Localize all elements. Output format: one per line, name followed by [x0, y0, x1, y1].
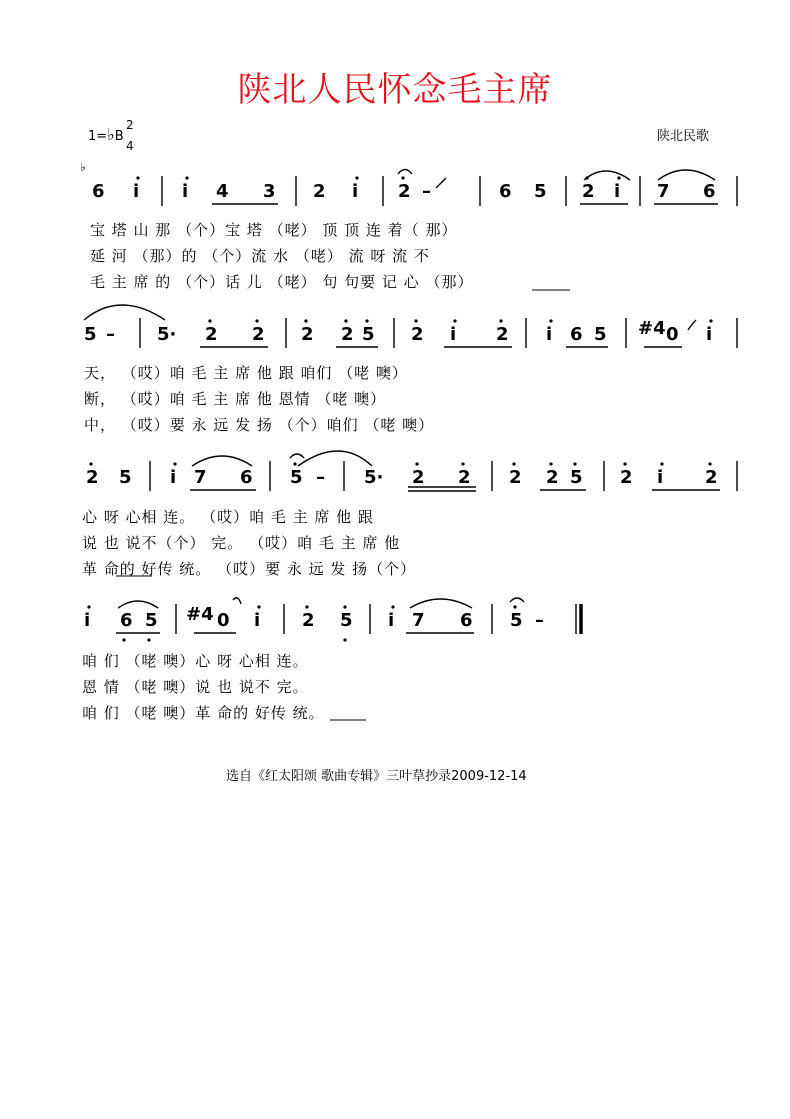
- note: 6: [240, 467, 253, 488]
- note: 2: [458, 467, 471, 488]
- note: i: [546, 324, 553, 345]
- source-footer: 选自《红太阳颂 歌曲专辑》三叶草抄录2009-12-14: [226, 769, 527, 784]
- song-title: 陕北人民怀念毛主席: [237, 70, 553, 110]
- note: #4: [186, 604, 214, 625]
- lyric-line: 咱 们 （咾 噢）心 呀 心相 连。: [82, 652, 309, 670]
- note: 0: [666, 324, 679, 345]
- note: 2: [496, 324, 509, 345]
- note: 5: [145, 610, 158, 631]
- note: 2: [411, 324, 424, 345]
- note: 6: [703, 181, 716, 202]
- note: 6: [570, 324, 583, 345]
- note: 5: [534, 181, 547, 202]
- note: 0: [217, 610, 230, 631]
- note: –: [535, 610, 544, 631]
- lyric-line: 天， （哎）咱 毛 主 席 他 跟 咱们 （咾 噢）: [84, 364, 408, 382]
- flat-mark: ♭: [80, 160, 86, 174]
- note: 2: [86, 467, 99, 488]
- note: –: [422, 181, 431, 202]
- lyric-line: 心 呀 心相 连。 （哎）咱 毛 主 席 他 跟: [82, 508, 374, 526]
- lyric-line: 毛 主 席 的 （个）话 儿 （咾） 句 句要 记 心 （那）: [90, 273, 474, 291]
- note: 5: [570, 467, 583, 488]
- note: 5: [340, 610, 353, 631]
- lyric-line: 断， （哎）咱 毛 主 席 他 恩情 （咾 噢）: [84, 390, 387, 408]
- lyric-line: 宝 塔 山 那 （个）宝 塔 （咾） 顶 顶 连 着（ 那）: [90, 221, 458, 239]
- key-flat: ♭: [107, 125, 115, 144]
- note: i: [388, 610, 395, 631]
- key-prefix: 1=: [88, 129, 108, 144]
- note: 5: [362, 324, 375, 345]
- key-name: B: [114, 129, 124, 144]
- lyric-line: 咱 们 （咾 噢）革 命的 好传 统。: [82, 704, 325, 722]
- lyric-line: 说 也 说不（个） 完。 （哎）咱 毛 主 席 他: [82, 534, 401, 552]
- note: 7: [657, 181, 670, 202]
- lyric-line: 延 河 （那）的 （个）流 水 （咾） 流 呀 流 不: [90, 247, 430, 265]
- note: i: [614, 181, 621, 202]
- time-top: 2: [126, 118, 134, 132]
- note: 2: [582, 181, 595, 202]
- note: 2: [546, 467, 559, 488]
- composer: 陕北民歌: [657, 129, 710, 144]
- note: 2: [252, 324, 265, 345]
- lyric-line: 中， （哎）要 永 远 发 扬 （个）咱们 （咾 噢）: [84, 416, 435, 434]
- note: i: [170, 467, 177, 488]
- lyric-line: 革 命的 好传 统。 （哎）要 永 远 发 扬（个）: [82, 560, 417, 578]
- note: 2: [341, 324, 354, 345]
- note: 5: [84, 324, 97, 345]
- note: 5: [290, 467, 303, 488]
- note: i: [182, 181, 189, 202]
- note: –: [316, 467, 325, 488]
- note: i: [133, 181, 140, 202]
- note: 2: [705, 467, 718, 488]
- note: 2: [412, 467, 425, 488]
- note: 2: [301, 324, 314, 345]
- note: 7: [412, 610, 425, 631]
- note: 2: [205, 324, 218, 345]
- note: –: [106, 324, 115, 345]
- note: 7: [194, 467, 207, 488]
- note: i: [450, 324, 457, 345]
- note: 2: [398, 181, 411, 202]
- note: i: [657, 467, 664, 488]
- lyric-line: 恩 情 （咾 噢）说 也 说不 完。: [82, 678, 309, 696]
- note: 5: [119, 467, 132, 488]
- note: 2: [313, 181, 326, 202]
- note: i: [254, 610, 261, 631]
- note: i: [84, 610, 91, 631]
- note: 6: [92, 181, 105, 202]
- time-bottom: 4: [126, 139, 134, 153]
- note: i: [706, 324, 713, 345]
- note: 2: [302, 610, 315, 631]
- note: 6: [120, 610, 133, 631]
- note: 5·: [364, 467, 384, 488]
- note: 6: [460, 610, 473, 631]
- note: #4: [638, 318, 666, 339]
- note: 6: [499, 181, 512, 202]
- note: 3: [263, 181, 276, 202]
- note: 2: [620, 467, 633, 488]
- note: 4: [216, 181, 229, 202]
- note: 5·: [157, 324, 177, 345]
- note: 5: [594, 324, 607, 345]
- note: 2: [509, 467, 522, 488]
- note: 5: [510, 610, 523, 631]
- note: i: [352, 181, 359, 202]
